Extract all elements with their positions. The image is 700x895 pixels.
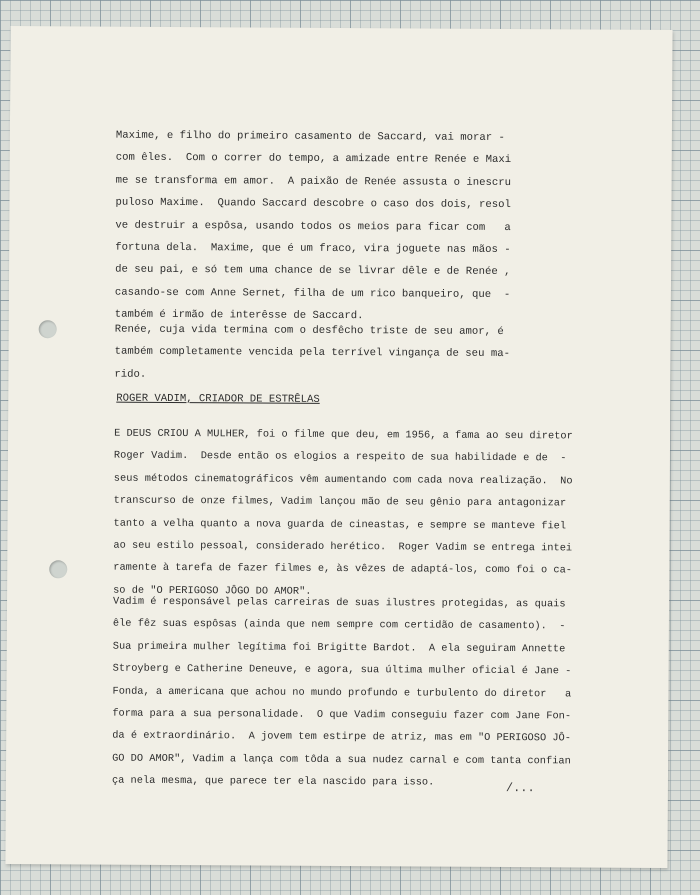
punch-hole-bottom	[49, 560, 67, 578]
text-line: me se transforma em amor. A paixão de Renée assusta o inescru	[115, 174, 512, 189]
paragraph-maxime	[115, 125, 596, 330]
paragraph-vadim-responsavel	[112, 591, 653, 796]
text-line: ao seu estilo pessoal, considerado herético. Roger Vadim se entrega intei	[113, 539, 573, 555]
text-line: ça nela mesma, que parece ter ela nascido para isso.	[111, 774, 435, 789]
text-line: tanto a velha quanto a nova guarda de cineastas, e sempre se manteve fiel	[113, 517, 567, 533]
text-line: Stroyberg e Catherine Deneuve, e agora, sua última mulher oficial é Jane -	[112, 662, 572, 678]
text-line: também é irmão de interêsse de Saccard.	[114, 308, 364, 323]
text-line: puloso Maxime. Quando Saccard descobre o caso dos dois, resol	[115, 196, 511, 212]
text-line: Vadim é responsável pelas carreiras de suas ilustres protegidas, as quais	[113, 595, 566, 611]
text-line: êle fêz suas espôsas (ainda que nem sempre com certidão de casamento). -	[112, 618, 566, 633]
text-line: Roger Vadim. Desde então os elogios a respeito de sua habilidade e de -	[113, 450, 567, 465]
text-line: Fonda, a americana que achou no mundo profundo e turbulento do diretor a	[112, 685, 572, 701]
text-line: seus métodos cinematográficos vêm aumentando com cada nova realização. No	[113, 472, 573, 488]
text-line: E DEUS CRIOU A MULHER, foi o filme que deu, em 1956, a fama ao seu diretor	[114, 427, 573, 443]
text-line: fortuna dela. Maxime, que é um fraco, vira joguete nas mãos -	[115, 241, 511, 257]
paragraph-deus-criou	[113, 423, 654, 606]
text-line: GO DO AMOR", Vadim a lança com tôda a sua nudez carnal e com tanta confian	[112, 752, 571, 768]
punch-hole-top	[39, 320, 57, 338]
continuation-mark: /...	[505, 781, 535, 796]
text-line: Maxime, e filho do primeiro casamento de Saccard, vai morar -	[115, 129, 505, 145]
text-line: transcurso de onze filmes, Vadim lançou mão de seu gênio para antagonizar	[113, 494, 567, 510]
text-line: Sua primeira mulher legítima foi Brigitte Bardot. A ela seguiram Annette	[112, 640, 566, 656]
paragraph-renee	[114, 319, 594, 389]
text-line: ve destruir a espôsa, usando todos os meios para ficar com a	[115, 219, 511, 234]
paper-sheet	[5, 26, 672, 868]
text-line: rido.	[114, 368, 147, 381]
text-line: forma para a sua personalidade. O que Vadim conseguiu fazer com Jane Fon-	[112, 707, 572, 723]
text-line: casando-se com Anne Sernet, filha de um rico banqueiro, que -	[114, 286, 511, 301]
text-line: Renée, cuja vida termina com o desfêcho triste de seu amor, é	[114, 323, 504, 339]
text-line: também completamente vencida pela terrível vingança de seu ma-	[114, 346, 511, 361]
section-heading: ROGER VADIM, CRIADOR DE ESTRÊLAS	[116, 392, 320, 406]
text-line: de seu pai, e só tem uma chance de se livrar dêle e de Renée ,	[115, 264, 511, 279]
text-line: ramente à tarefa de fazer filmes e, às vêzes de adaptá-los, como foi o ca-	[113, 562, 573, 577]
text-line: so de "O PERIGOSO JÔGO DO AMOR".	[113, 584, 312, 598]
text-line: com êles. Com o correr do tempo, a amizade entre Renée e Maxi	[115, 152, 512, 167]
text-line: da é extraordinário. A jovem tem estirpe de atriz, mas em "O PERIGOSO JÔ-	[112, 730, 572, 745]
